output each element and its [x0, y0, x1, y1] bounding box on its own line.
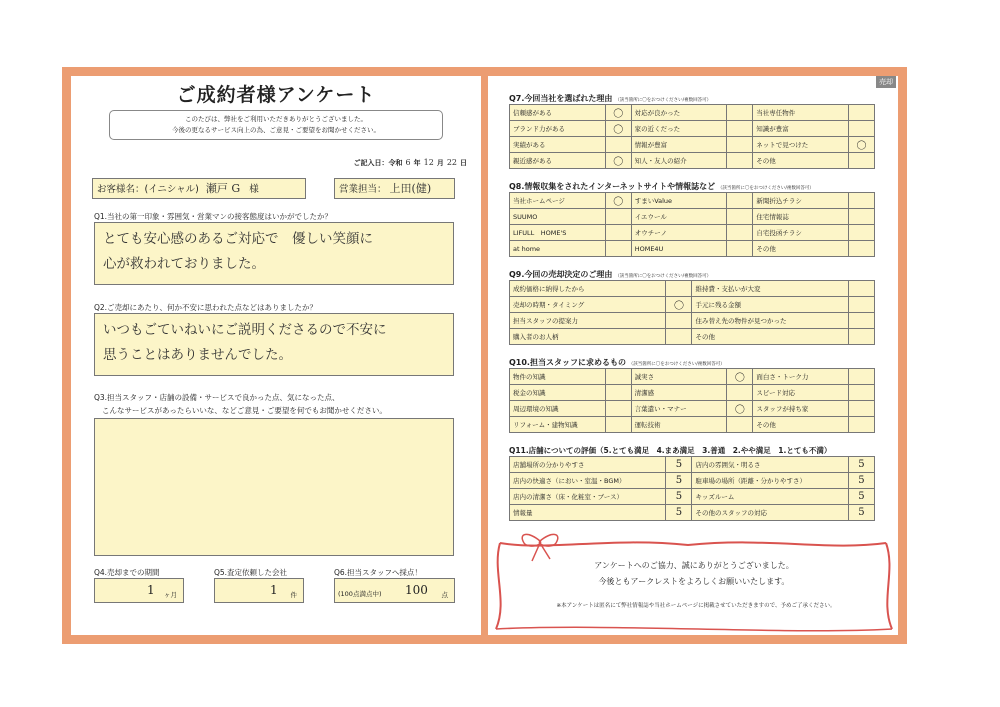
- q3-question-line: こんなサービスがあったらいいな、などご意見・ご要望を何でもお聞かせください。: [102, 406, 387, 415]
- answer-mark[interactable]: [727, 153, 753, 169]
- answer-line: とても安心感のあるご対応で 優しい笑顔に: [103, 231, 373, 247]
- answer-mark[interactable]: [849, 225, 875, 241]
- table-row: [510, 401, 875, 417]
- answer-mark[interactable]: [849, 153, 875, 169]
- q9-table: [509, 280, 875, 345]
- q6-scale: (100点満点中): [338, 590, 382, 598]
- table-row: [510, 489, 875, 505]
- q5-value: 1: [270, 583, 278, 597]
- option-label: オウチーノ: [631, 225, 727, 241]
- option-label: 実績がある: [510, 137, 606, 153]
- option-label: 知識が豊富: [753, 121, 849, 137]
- option-label: その他: [753, 417, 849, 433]
- table-row: [510, 209, 875, 225]
- answer-mark[interactable]: 〇: [605, 153, 631, 169]
- table-row: [510, 473, 875, 489]
- option-label: 運転技術: [631, 417, 727, 433]
- answer-mark[interactable]: 5: [848, 457, 874, 473]
- option-label: 誠実さ: [631, 369, 727, 385]
- q3-question: [94, 391, 387, 417]
- answer-mark[interactable]: 5: [848, 505, 874, 521]
- left-page: [71, 76, 481, 635]
- option-label: 売却の時期・タイミング: [510, 297, 666, 313]
- right-page: [488, 76, 898, 635]
- option-label: 情報が豊富: [631, 137, 727, 153]
- option-label: 税金の知識: [510, 385, 606, 401]
- option-label: 駐車場の場所（距離・分かりやすさ）: [692, 473, 848, 489]
- option-label: at home: [510, 241, 606, 257]
- answer-mark[interactable]: [849, 241, 875, 257]
- q6-unit: 点: [441, 591, 448, 599]
- staff-label: 営業担当：: [339, 184, 387, 195]
- answer-mark[interactable]: 5: [666, 489, 692, 505]
- answer-mark[interactable]: [727, 193, 753, 209]
- option-label: スピード対応: [753, 385, 849, 401]
- answer-mark[interactable]: [605, 241, 631, 257]
- answer-mark[interactable]: 5: [848, 489, 874, 505]
- q2-question: Q2.ご売却にあたり、何か不安に思われた点などはありましたか？: [94, 303, 318, 312]
- answer-mark[interactable]: 5: [666, 457, 692, 473]
- q4-label: Q4.売却までの期間: [94, 568, 160, 577]
- answer-mark[interactable]: [605, 209, 631, 225]
- q5-field[interactable]: [214, 578, 304, 603]
- answer-mark[interactable]: [727, 241, 753, 257]
- option-label: 周辺環境の知識: [510, 401, 606, 417]
- answer-mark[interactable]: 〇: [605, 193, 631, 209]
- thanks-line: 今後ともアークレストをよろしくお願いいたします。: [598, 577, 790, 586]
- option-label: HOME4U: [631, 241, 727, 257]
- answer-mark[interactable]: [727, 385, 753, 401]
- answer-mark[interactable]: 5: [666, 473, 692, 489]
- option-label: イエウール: [631, 209, 727, 225]
- option-label: ネットで見つけた: [753, 137, 849, 153]
- answer-mark[interactable]: [849, 193, 875, 209]
- customer-label: お客様名：(イニシャル): [97, 184, 199, 195]
- answer-mark[interactable]: [849, 369, 875, 385]
- option-label: 手元に残る金額: [692, 297, 848, 313]
- q2-answer[interactable]: [94, 313, 454, 376]
- option-label: SUUMO: [510, 209, 606, 225]
- table-row: [510, 505, 875, 521]
- option-label: 住み替え先の物件が見つかった: [692, 313, 848, 329]
- answer-mark[interactable]: 〇: [605, 121, 631, 137]
- answer-mark[interactable]: [666, 329, 692, 345]
- answer-mark[interactable]: [605, 417, 631, 433]
- option-label: リフォーム・建物知識: [510, 417, 606, 433]
- answer-mark[interactable]: [849, 105, 875, 121]
- answer-mark[interactable]: [605, 401, 631, 417]
- q11-title: Q11.店舗についての評価（5.とても満足 4.まあ満足 3.普通 2.やや満足 1.とても不満）: [509, 446, 832, 455]
- answer-mark[interactable]: [666, 281, 692, 297]
- answer-line: 心が救われておりました。: [103, 256, 265, 272]
- table-row: [510, 385, 875, 401]
- q1-answer[interactable]: [94, 222, 454, 285]
- option-label: その他のスタッフの対応: [692, 505, 848, 521]
- thanks-line: アンケートへのご協力、誠にありがとうございました。: [594, 561, 794, 570]
- q8-table: [509, 192, 875, 257]
- q6-value: 100: [405, 583, 428, 597]
- answer-mark[interactable]: [605, 137, 631, 153]
- option-label: 当社ホームページ: [510, 193, 606, 209]
- answer-mark[interactable]: [727, 121, 753, 137]
- table-row: [510, 137, 875, 153]
- answer-mark[interactable]: [849, 209, 875, 225]
- option-label: 購入者のお人柄: [510, 329, 666, 345]
- answer-mark[interactable]: [727, 105, 753, 121]
- q10-title: Q10.担当スタッフに求めるもの （該当箇所に〇をおつけください/複数回答可）: [509, 358, 725, 367]
- option-label: 新聞折込チラシ: [753, 193, 849, 209]
- answer-mark[interactable]: 〇: [666, 297, 692, 313]
- date-year: 6: [405, 158, 411, 167]
- table-row: [510, 241, 875, 257]
- option-label: 清潔感: [631, 385, 727, 401]
- q4-value: 1: [147, 583, 155, 597]
- answer-mark[interactable]: [848, 329, 874, 345]
- date-label: ご記入日：令和: [353, 159, 403, 167]
- customer-value: 瀬戸 G: [205, 182, 241, 195]
- staff-value: 上田(健): [389, 182, 432, 195]
- option-label: 自宅投函チラシ: [753, 225, 849, 241]
- table-row: [510, 369, 875, 385]
- option-label: 言葉遣い・マナー: [631, 401, 727, 417]
- table-row: [510, 153, 875, 169]
- option-label: 店舗場所の分かりやすさ: [510, 457, 666, 473]
- option-label: 物件の知識: [510, 369, 606, 385]
- option-label: 親近感がある: [510, 153, 606, 169]
- answer-mark[interactable]: [849, 401, 875, 417]
- option-label: 面白さ・トーク力: [753, 369, 849, 385]
- greeting-box: [109, 110, 443, 140]
- q7-title: Q7.今回当社を選ばれた理由 （該当箇所に〇をおつけください/複数回答可）: [509, 94, 712, 103]
- answer-mark[interactable]: [727, 225, 753, 241]
- option-label: スタッフが持ち家: [753, 401, 849, 417]
- q4-field[interactable]: [94, 578, 184, 603]
- answer-mark[interactable]: [849, 417, 875, 433]
- publication-note: ※本アンケートは匿名にて弊社情報誌や当社ホームページに掲載させていただきますので、予めご了承ください。: [556, 603, 836, 609]
- answer-mark[interactable]: 〇: [727, 369, 753, 385]
- page-title: ご成約者様アンケート: [176, 84, 376, 106]
- option-label: 信頼感がある: [510, 105, 606, 121]
- answer-mark[interactable]: 〇: [727, 401, 753, 417]
- greeting-line: 今後の更なるサービス向上の為、ご意見・ご要望をお聞かせください。: [172, 126, 380, 134]
- q6-field[interactable]: [334, 578, 455, 603]
- customer-suffix: 様: [249, 184, 259, 195]
- option-label: ブランド力がある: [510, 121, 606, 137]
- option-label: 当社専任物件: [753, 105, 849, 121]
- date-line: [354, 158, 467, 168]
- q7-table: [509, 104, 875, 169]
- q6-label: Q6.担当スタッフへ採点！: [334, 568, 422, 577]
- q5-unit: 件: [290, 591, 297, 599]
- answer-mark[interactable]: [727, 209, 753, 225]
- table-row: [510, 417, 875, 433]
- table-row: [510, 281, 875, 297]
- table-row: [510, 225, 875, 241]
- answer-mark[interactable]: 〇: [605, 105, 631, 121]
- answer-mark[interactable]: [849, 385, 875, 401]
- date-month-unit: 月: [436, 159, 444, 167]
- option-label: 店内の雰囲気・明るさ: [692, 457, 848, 473]
- option-label: 店内の快適さ（におい・室温・BGM）: [510, 473, 666, 489]
- answer-mark[interactable]: [605, 385, 631, 401]
- option-label: 維持費・支払いが大変: [692, 281, 848, 297]
- table-row: [510, 457, 875, 473]
- q5-label: Q5.査定依頼した会社: [214, 568, 288, 577]
- table-row: [510, 105, 875, 121]
- answer-mark[interactable]: [848, 313, 874, 329]
- table-row: [510, 121, 875, 137]
- option-label: 店内の清潔さ（床・化粧室・ブース）: [510, 489, 666, 505]
- thanks-message: [518, 558, 870, 590]
- q11-table: [509, 456, 875, 521]
- customer-name-field[interactable]: [92, 178, 306, 199]
- option-label: 住宅情報誌: [753, 209, 849, 225]
- option-label: キッズルーム: [692, 489, 848, 505]
- date-month: 12: [423, 158, 434, 167]
- q1-question: Q1.当社の第一印象・雰囲気・営業マンの接客態度はいかがでしたか？: [94, 212, 333, 221]
- q10-table: [509, 368, 875, 433]
- table-row: [510, 193, 875, 209]
- answer-mark[interactable]: 〇: [849, 137, 875, 153]
- answer-mark[interactable]: 5: [848, 473, 874, 489]
- q8-title: Q8.情報収集をされたインターネットサイトや情報誌など （該当箇所に〇をおつけください/複数回答可）: [509, 182, 814, 191]
- option-label: 情報量: [510, 505, 666, 521]
- greeting-line: このたびは、弊社をご利用いただきありがとうございました。: [185, 115, 367, 123]
- staff-field[interactable]: [334, 178, 455, 199]
- date-day-unit: 日: [460, 159, 467, 167]
- date-year-unit: 年: [413, 159, 421, 167]
- q3-question-line: Q3.担当スタッフ・店舗の設備・サービスで良かった点、気になった点、: [94, 393, 340, 402]
- table-row: [510, 313, 875, 329]
- option-label: 担当スタッフの提案力: [510, 313, 666, 329]
- table-row: [510, 297, 875, 313]
- answer-mark[interactable]: [727, 417, 753, 433]
- answer-mark[interactable]: [666, 313, 692, 329]
- date-day: 22: [446, 158, 457, 167]
- answer-mark[interactable]: [605, 369, 631, 385]
- answer-mark[interactable]: [849, 121, 875, 137]
- option-label: その他: [753, 241, 849, 257]
- q9-title: Q9.今回の売却決定のご理由 （該当箇所に〇をおつけください/複数回答可）: [509, 270, 712, 279]
- answer-mark[interactable]: [605, 225, 631, 241]
- option-label: LIFULL HOME'S: [510, 225, 606, 241]
- option-label: 家の近くだった: [631, 121, 727, 137]
- answer-line: 思うことはありませんでした。: [103, 347, 292, 363]
- answer-mark[interactable]: [727, 137, 753, 153]
- option-label: その他: [692, 329, 848, 345]
- answer-mark[interactable]: [848, 297, 874, 313]
- table-row: [510, 329, 875, 345]
- answer-mark[interactable]: [848, 281, 874, 297]
- sale-seal: 売却: [876, 76, 896, 88]
- answer-line: いつもごていねいにご説明くださるので不安に: [103, 322, 387, 338]
- option-label: 成約価格に納得したから: [510, 281, 666, 297]
- q3-answer[interactable]: [94, 418, 454, 556]
- option-label: 対応が良かった: [631, 105, 727, 121]
- answer-mark[interactable]: 5: [666, 505, 692, 521]
- option-label: その他: [753, 153, 849, 169]
- option-label: 知人・友人の紹介: [631, 153, 727, 169]
- option-label: すまいValue: [631, 193, 727, 209]
- q4-unit: ヶ月: [164, 591, 177, 599]
